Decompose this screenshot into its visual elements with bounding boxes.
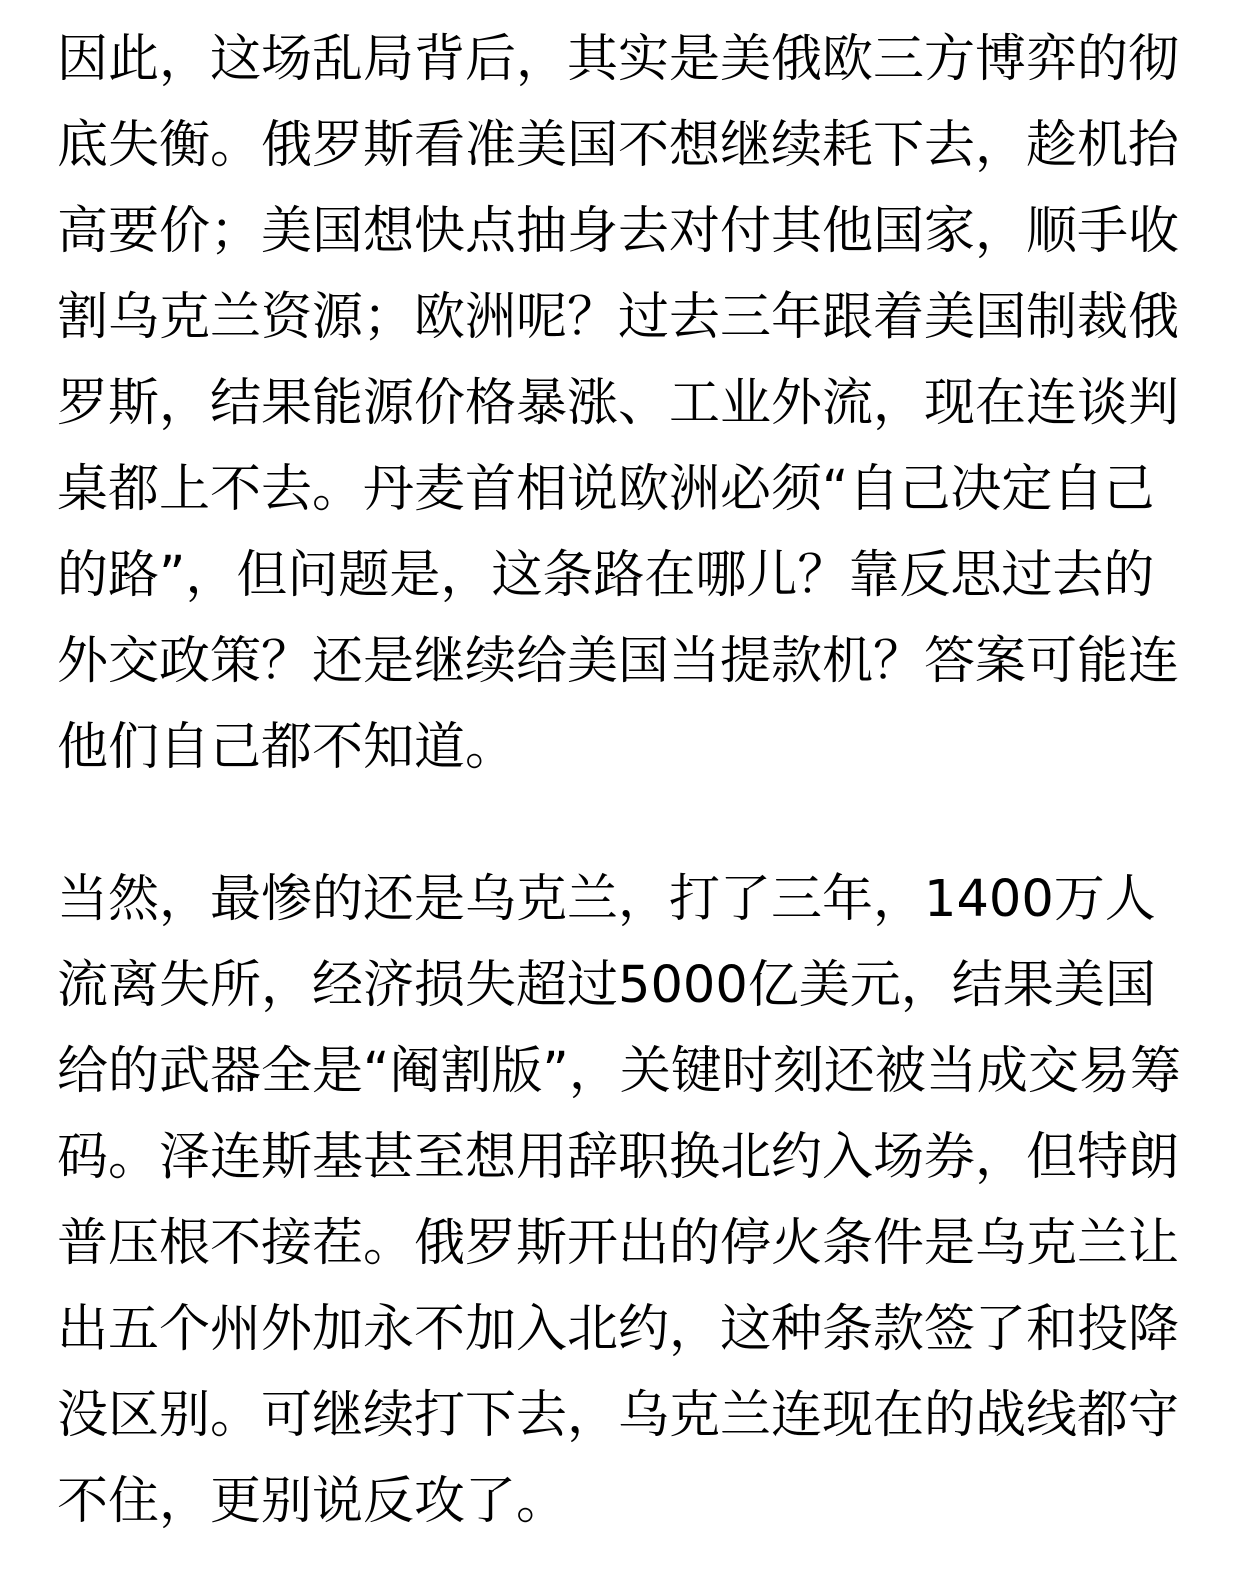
text-line: 割乌克兰资源；欧洲呢？过去三年跟着美国制裁俄	[57, 288, 1180, 347]
text-line: 当然，最惨的还是乌克兰，打了三年，1400万人	[57, 870, 1156, 929]
text-line: 外交政策？还是继续给美国当提款机？答案可能连	[57, 632, 1180, 691]
text-line: 给的武器全是“阉割版”，关键时刻还被当成交易筹	[57, 1042, 1181, 1101]
article-paragraph-1	[57, 17, 1217, 791]
text-line: 没区别。可继续打下去，乌克兰连现在的战线都守	[57, 1386, 1180, 1445]
text-line: 不住，更别说反攻了。	[57, 1472, 568, 1531]
text-line: 桌都上不去。丹麦首相说欧洲必须“自己决定自己	[57, 460, 1155, 519]
article-paragraph-2	[57, 857, 1217, 1545]
text-line: 普压根不接茬。俄罗斯开出的停火条件是乌克兰让	[57, 1214, 1180, 1273]
text-line: 高要价；美国想快点抽身去对付其他国家，顺手收	[57, 202, 1180, 261]
text-line: 罗斯，结果能源价格暴涨、工业外流，现在连谈判	[57, 374, 1180, 433]
text-line: 他们自己都不知道。	[57, 718, 517, 777]
text-line: 出五个州外加永不加入北约，这种条款签了和投降	[57, 1300, 1180, 1359]
text-line: 流离失所，经济损失超过5000亿美元，结果美国	[57, 956, 1156, 1015]
text-line: 底失衡。俄罗斯看准美国不想继续耗下去，趁机抬	[57, 116, 1180, 175]
text-line: 的路”，但问题是，这条路在哪儿？靠反思过去的	[57, 546, 1155, 605]
text-line: 因此，这场乱局背后，其实是美俄欧三方博弈的彻	[57, 30, 1180, 89]
text-line: 码。泽连斯基甚至想用辞职换北约入场券，但特朗	[57, 1128, 1180, 1187]
